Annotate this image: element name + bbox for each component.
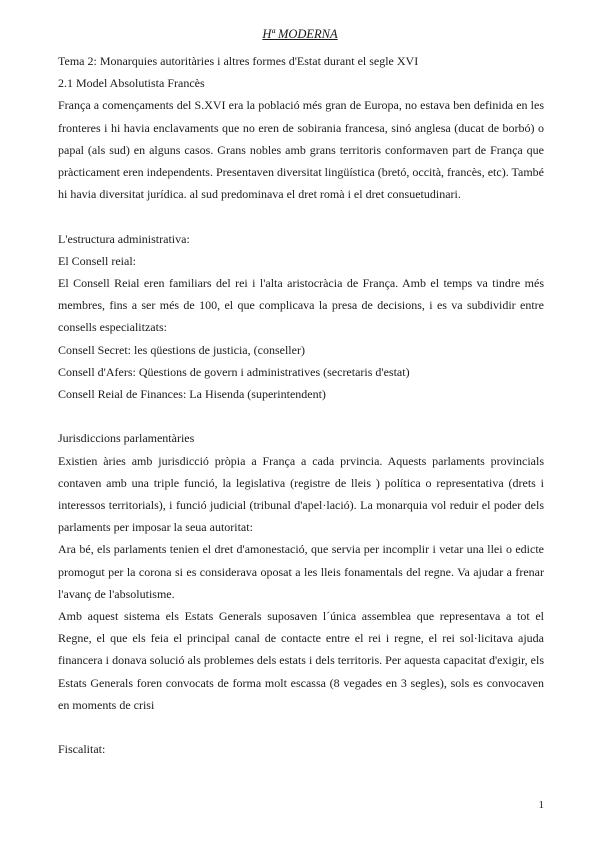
document-title: Hª MODERNA	[262, 27, 338, 41]
intro-paragraph: França a començaments del S.XVI era la població més gran de Europa, no estava ben definida en les fronteres i hi havia enclavaments que no eren de sobirania francesa, sinó anglesa (ducat de borbó) o papal (als sud) en alguns casos. Grans nobles amb grans territoris conformaven part de França que pràcticament eren independents. Presentaven diversitat lingüística (bretó, occità, francès, etc). També hi havia diversitat jurídica. al sud predominava el dret romà i el dret consuetudinari.	[58, 98, 544, 202]
council-item: Consell Reial de Finances: La Hisenda (superintendent)	[58, 387, 326, 402]
topic-heading: Tema 2: Monarquies autoritàries i altres formes d'Estat durant el segle XVI	[58, 54, 419, 68]
admin-heading: L'estructura administrativa:	[58, 231, 190, 246]
consell-reial-paragraph: El Consell Reial eren familiars del rei i l'alta aristocràcia de França. Amb el temps va tindre més membres, fins a ser més de 100, el que complicava la presa de decisions, i es va subdividir entre consells especialitzats:	[58, 276, 544, 335]
fiscal-heading: Fiscalitat:	[58, 742, 106, 757]
juris-paragraph: Existien àries amb jurisdicció pròpia a França a cada prvincia. Aquests parlaments provincials contaven amb una triple funció, la legislativa (registre de lleis ) política o representativa (drets i interessos territorials), i funció judicial (tribunal d'apel·lació). La monarquia vol reduir el poder dels parlaments per imposar la seua autoritat:	[58, 453, 544, 535]
spacer	[58, 405, 544, 427]
section-heading: 2.1 Model Absolutista Francès	[58, 76, 205, 91]
council-item: Consell Secret: les qüestions de justicia, (conseller)	[58, 342, 305, 357]
juris-heading: Jurisdiccions parlamentàries	[58, 431, 195, 446]
document-body	[58, 50, 544, 760]
juris-paragraph: Ara bé, els parlaments tenien el dret d'amonestació, que servia per incomplir i vetar una llei o edicte promogut per la corona si es considerava oposat a les lleis fonamentals del regne. Va ajudar a frenar l'avanç de l'absolutisme.	[58, 542, 544, 601]
page-number: 1	[538, 799, 544, 811]
spacer	[58, 205, 544, 227]
consell-reial-heading: El Consell reial:	[58, 253, 136, 268]
juris-paragraph: Amb aquest sistema els Estats Generals suposaven l´única assemblea que representava a tot el Regne, el que els feia el principal canal de contacte entre el rei i regne, el rei sol·licitava ajuda financera i donava solució als problemes dels estats i dels territoris. Per aquesta capacitat d'exigir, els Estats Generals foren convocats de forma molt escassa (8 vegades en 3 segles), sols es convocaven en moments de crisi	[58, 609, 544, 712]
spacer	[58, 716, 544, 738]
council-item: Consell d'Afers: Qüestions de govern i administratives (secretaris d'estat)	[58, 364, 410, 379]
